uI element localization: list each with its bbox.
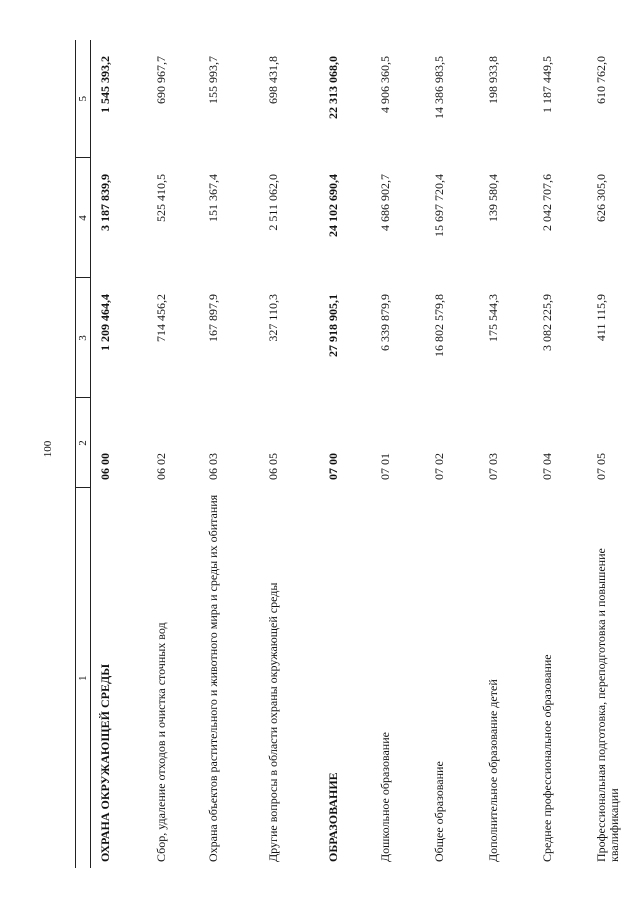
budget-table (75, 40, 640, 868)
row-name: Профессиональная подготовка, переподготовка и повышение квалификации (594, 548, 621, 862)
table-row (259, 40, 319, 868)
row-code: 07 01 (378, 453, 392, 480)
row-value-col4: 626 305,0 (594, 174, 608, 222)
row-value-col5: 155 993,7 (206, 56, 220, 104)
table-row (479, 40, 533, 868)
row-name: Сбор, удаление отходов и очистка сточных вод (154, 622, 168, 862)
row-code: 06 03 (206, 453, 220, 480)
row-name: Дошкольное образование (378, 732, 392, 862)
row-value-col3: 327 110,3 (266, 294, 280, 342)
table-row (533, 40, 587, 868)
row-value-col4: 24 102 690,4 (326, 174, 340, 237)
row-value-col4: 139 580,4 (486, 174, 500, 222)
row-value-col5: 698 431,8 (266, 56, 280, 104)
row-value-col5: 1 545 393,2 (98, 56, 112, 113)
row-value-col5: 198 933,8 (486, 56, 500, 104)
row-name: Среднее профессиональное образование (540, 654, 554, 862)
table-row (147, 40, 199, 868)
page-number: 100 (42, 440, 54, 458)
rotated-table-container (75, 40, 621, 868)
row-value-col4: 4 686 902,7 (378, 174, 392, 231)
table-row (91, 40, 148, 868)
row-name: ОХРАНА ОКРУЖАЮЩЕЙ СРЕДЫ (98, 664, 112, 862)
table-row (199, 40, 259, 868)
row-code: 07 04 (540, 453, 554, 480)
row-value-col4: 151 367,4 (206, 174, 220, 222)
header-col-5: 5 (76, 40, 91, 158)
row-code: 07 02 (432, 453, 446, 480)
row-code: 06 00 (98, 453, 112, 480)
row-value-col3: 6 339 879,9 (378, 294, 392, 351)
row-value-col3: 167 897,9 (206, 294, 220, 342)
table-row (371, 40, 425, 868)
row-code: 07 05 (594, 453, 608, 480)
row-value-col3: 3 082 225,9 (540, 294, 554, 351)
row-code: 07 03 (486, 453, 500, 480)
row-value-col4: 525 410,5 (154, 174, 168, 222)
row-code: 07 00 (326, 453, 340, 480)
table-row (319, 40, 371, 868)
row-value-col5: 22 313 068,0 (326, 56, 340, 119)
header-col-1: 1 (76, 488, 91, 868)
row-value-col4: 3 187 839,9 (98, 174, 112, 231)
row-value-col5: 1 187 449,5 (540, 56, 554, 113)
row-value-col3: 411 115,9 (594, 294, 608, 342)
header-row (76, 40, 91, 868)
row-value-col5: 4 906 360,5 (378, 56, 392, 113)
row-value-col5: 690 967,7 (154, 56, 168, 104)
row-code: 06 05 (266, 453, 280, 480)
table-row (587, 40, 640, 868)
row-value-col3: 714 456,2 (154, 294, 168, 342)
row-value-col3: 1 209 464,4 (98, 294, 112, 351)
header-col-2: 2 (76, 398, 91, 488)
row-name: ОБРАЗОВАНИЕ (326, 772, 340, 862)
row-value-col5: 610 762,0 (594, 56, 608, 104)
row-name: Охрана объектов растительного и животного мира и среды их обитания (206, 494, 220, 862)
row-value-col4: 2 511 062,0 (266, 174, 280, 231)
table-row (425, 40, 479, 868)
header-col-4: 4 (76, 158, 91, 278)
row-value-col4: 15 697 720,4 (432, 174, 446, 237)
row-value-col4: 2 042 707,6 (540, 174, 554, 231)
row-value-col3: 175 544,3 (486, 294, 500, 342)
row-value-col3: 16 802 579,8 (432, 294, 446, 357)
row-name: Дополнительное образование детей (486, 679, 500, 862)
row-name: Другие вопросы в области охраны окружающей среды (266, 582, 280, 862)
row-value-col5: 14 386 983,5 (432, 56, 446, 119)
header-col-3: 3 (76, 278, 91, 398)
row-name: Общее образование (432, 761, 446, 862)
row-value-col3: 27 918 905,1 (326, 294, 340, 357)
row-code: 06 02 (154, 453, 168, 480)
